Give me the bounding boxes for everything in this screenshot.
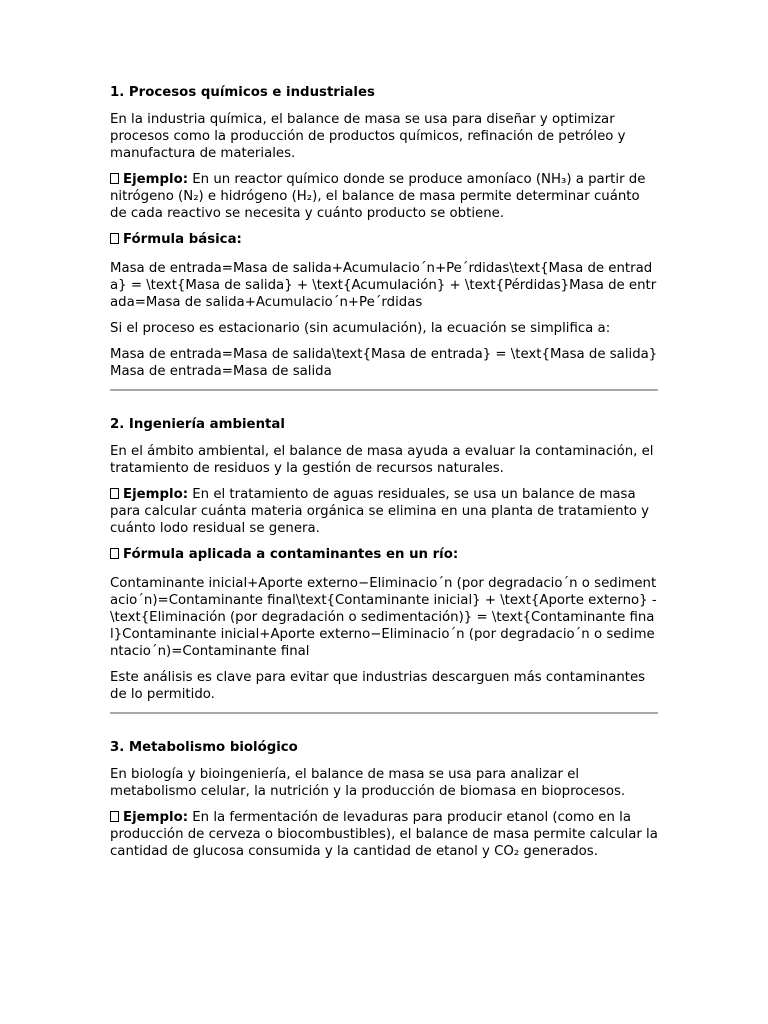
note-text: Si el proceso es estacionario (sin acumulación), la ecuación se simplifica a: [110,321,611,336]
document-page [110,84,658,869]
formula-text: Masa de entrada=Masa de salida\text{Masa de entrada} = \text{Masa de salida}Masa de entrada=Masa de salida [110,347,658,379]
example-text: En el tratamiento de aguas residuales, se usa un balance de masa para calcular cuánta materia orgánica se elimina en una planta de tratamiento y cuánto lodo residual se genera. [110,487,650,536]
formula-heading [110,546,658,563]
section-divider [110,389,658,391]
example-text: En la fermentación de levaduras para producir etanol (como en la producción de cerveza o biocombustibles), el balance de masa permite calcular la cantidad de glucosa consumida y la cantidad de etanol y CO₂ generados. [110,810,658,859]
formula-text: Contaminante inicial+Aporte externo−Eliminacio´n (por degradacio´n o sedimentacio´n)=Contaminante final\text{Contaminante inicial} + \text{Aporte externo} - \text{Eliminación (por degradación o sedimentación)} = \text{Contaminante final}Contaminante inicial+Aporte externo−Eliminacio´n (por degradacio´n o sedimentacio´n)=Contaminante final [110,576,657,659]
missing-glyph-icon [110,488,119,499]
missing-glyph-icon [110,233,119,244]
formula-text: Masa de entrada=Masa de salida+Acumulacio´n+Pe´rdidas\text{Masa de entrada} = \text{Masa de salida} + \text{Acumulación} + \text{Pérdidas}Masa de entrada=Masa de salida+Acumulacio´n+Pe´rdidas [110,261,657,310]
example-paragraph [110,171,658,222]
missing-glyph-icon [110,173,119,184]
example-label: Ejemplo: [123,810,189,825]
section-metabolismo-biologico [110,739,658,860]
note-text: Este análisis es clave para evitar que industrias descarguen más contaminantes de lo permitido. [110,670,646,702]
formula-label: Fórmula aplicada a contaminantes en un río: [123,547,459,562]
formula-label: Fórmula básica: [123,232,242,247]
example-text: En un reactor químico donde se produce amoníaco (NH₃) a partir de nitrógeno (N₂) e hidrógeno (H₂), el balance de masa permite determinar cuánto de cada reactivo se necesita y cuánto producto se obtiene. [110,172,646,221]
section-divider [110,712,658,714]
formula-heading [110,231,658,248]
missing-glyph-icon [110,548,119,559]
section-intro: En el ámbito ambiental, el balance de masa ayuda a evaluar la contaminación, el tratamiento de residuos y la gestión de recursos naturales. [110,444,654,476]
missing-glyph-icon [110,811,119,822]
section-intro: En la industria química, el balance de masa se usa para diseñar y optimizar procesos como la producción de productos químicos, refinación de petróleo y manufactura de materiales. [110,112,626,161]
section-procesos-quimicos [110,84,658,380]
example-paragraph [110,486,658,537]
example-label: Ejemplo: [123,487,189,502]
section-intro: En biología y bioingeniería, el balance de masa se usa para analizar el metabolismo celular, la nutrición y la producción de biomasa en bioprocesos. [110,767,626,799]
example-label: Ejemplo: [123,172,189,187]
section-heading: 2. Ingeniería ambiental [110,417,285,432]
example-paragraph [110,809,658,860]
section-heading: 1. Procesos químicos e industriales [110,85,375,100]
section-heading: 3. Metabolismo biológico [110,740,298,755]
section-ingenieria-ambiental [110,416,658,703]
